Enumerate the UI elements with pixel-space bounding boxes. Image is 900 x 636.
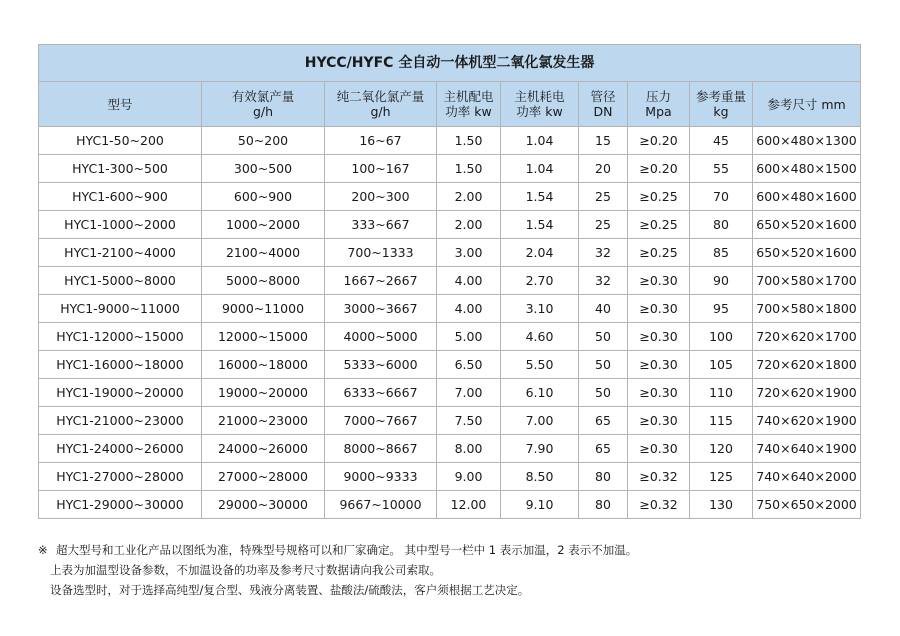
table-cell: HYC1-12000~15000: [39, 323, 202, 351]
table-cell: 7.00: [501, 407, 579, 435]
table-cell: 5333~6000: [325, 351, 437, 379]
table-cell: ≥0.30: [628, 351, 690, 379]
table-cell: 600×480×1500: [753, 155, 861, 183]
notes: [38, 540, 637, 600]
table-cell: HYC1-2100~4000: [39, 239, 202, 267]
table-cell: 50: [579, 379, 628, 407]
spec-table: [38, 44, 861, 519]
table-title: HYCC/HYFC 全自动一体机型二氧化氯发生器: [39, 45, 861, 82]
table-row: [39, 323, 861, 351]
table-cell: 7.90: [501, 435, 579, 463]
table-cell: 9667~10000: [325, 491, 437, 519]
table-cell: 2100~4000: [202, 239, 325, 267]
table-cell: 100~167: [325, 155, 437, 183]
table-cell: 32: [579, 267, 628, 295]
table-cell: ≥0.32: [628, 463, 690, 491]
table-cell: 105: [690, 351, 753, 379]
column-header: [325, 82, 437, 127]
column-header-line: g/h: [370, 104, 391, 119]
table-cell: 125: [690, 463, 753, 491]
table-cell: 5000~8000: [202, 267, 325, 295]
table-cell: 1.04: [501, 155, 579, 183]
table-cell: 1000~2000: [202, 211, 325, 239]
table-body: [39, 127, 861, 519]
table-cell: 740×640×1900: [753, 435, 861, 463]
table-cell: 6.10: [501, 379, 579, 407]
table-cell: 1.54: [501, 211, 579, 239]
table-cell: 750×650×2000: [753, 491, 861, 519]
column-header: [753, 82, 861, 127]
table-row: [39, 183, 861, 211]
table-cell: 740×620×1900: [753, 407, 861, 435]
column-header-line: 主机耗电: [514, 89, 565, 104]
table-cell: ≥0.25: [628, 183, 690, 211]
table-cell: HYC1-24000~26000: [39, 435, 202, 463]
note-marker: ※: [38, 543, 48, 557]
table-cell: 12.00: [437, 491, 501, 519]
table-row: [39, 155, 861, 183]
column-header-line: 纯二氧化氯产量: [336, 89, 425, 104]
table-cell: 600×480×1300: [753, 127, 861, 155]
table-cell: HYC1-27000~28000: [39, 463, 202, 491]
table-cell: 720×620×1900: [753, 379, 861, 407]
table-cell: 1.04: [501, 127, 579, 155]
table-row: [39, 463, 861, 491]
table-cell: HYC1-600~900: [39, 183, 202, 211]
table-cell: ≥0.25: [628, 211, 690, 239]
table-cell: ≥0.20: [628, 127, 690, 155]
table-cell: ≥0.30: [628, 379, 690, 407]
table-cell: 21000~23000: [202, 407, 325, 435]
table-cell: 6.50: [437, 351, 501, 379]
table-cell: 3000~3667: [325, 295, 437, 323]
column-header-line: 压力: [645, 89, 671, 104]
column-header: [579, 82, 628, 127]
table-cell: 50: [579, 323, 628, 351]
table-cell: 9000~11000: [202, 295, 325, 323]
table-cell: HYC1-50~200: [39, 127, 202, 155]
table-cell: 85: [690, 239, 753, 267]
table-cell: 2.00: [437, 211, 501, 239]
table-cell: 120: [690, 435, 753, 463]
table-cell: 24000~26000: [202, 435, 325, 463]
column-header-line: 功率 kw: [516, 104, 563, 119]
column-header-line: 参考重量: [695, 89, 746, 104]
table-cell: 8.50: [501, 463, 579, 491]
table-cell: ≥0.30: [628, 435, 690, 463]
table-cell: HYC1-29000~30000: [39, 491, 202, 519]
table-cell: 650×520×1600: [753, 239, 861, 267]
table-cell: 95: [690, 295, 753, 323]
table-cell: 4.60: [501, 323, 579, 351]
table-cell: HYC1-1000~2000: [39, 211, 202, 239]
column-header-line: 参考尺寸 mm: [767, 96, 846, 112]
table-cell: 65: [579, 435, 628, 463]
column-header-line: 功率 kw: [445, 104, 492, 119]
table-row: [39, 295, 861, 323]
column-header-line: DN: [593, 104, 613, 119]
table-row: [39, 435, 861, 463]
table-cell: 27000~28000: [202, 463, 325, 491]
note-line-3: [38, 580, 637, 600]
table-cell: HYC1-5000~8000: [39, 267, 202, 295]
note-text: 设备选型时，对于选择高纯型/复合型、残液分离装置、盐酸法/硫酸法，客户须根据工艺决定。: [50, 583, 530, 597]
column-header: [690, 82, 753, 127]
table-cell: 90: [690, 267, 753, 295]
column-header: [202, 82, 325, 127]
table-cell: 15: [579, 127, 628, 155]
table-cell: 29000~30000: [202, 491, 325, 519]
table-cell: 720×620×1800: [753, 351, 861, 379]
table-cell: 7000~7667: [325, 407, 437, 435]
table-cell: 130: [690, 491, 753, 519]
table-cell: 7.00: [437, 379, 501, 407]
table-cell: ≥0.30: [628, 295, 690, 323]
table-cell: 65: [579, 407, 628, 435]
note-line-1: [38, 540, 637, 560]
table-cell: 700~1333: [325, 239, 437, 267]
table-cell: 1667~2667: [325, 267, 437, 295]
table-cell: 3.10: [501, 295, 579, 323]
column-header-line: 有效氯产量: [231, 89, 295, 104]
table-cell: 1.50: [437, 155, 501, 183]
table-cell: 50~200: [202, 127, 325, 155]
table-cell: 600×480×1600: [753, 183, 861, 211]
table-row: [39, 407, 861, 435]
table-row: [39, 379, 861, 407]
table-cell: 2.70: [501, 267, 579, 295]
column-header-line: 管径: [590, 89, 616, 104]
table-cell: 9000~9333: [325, 463, 437, 491]
table-cell: 4.00: [437, 295, 501, 323]
table-cell: 9.10: [501, 491, 579, 519]
table-cell: 720×620×1700: [753, 323, 861, 351]
table-row: [39, 211, 861, 239]
table-cell: 200~300: [325, 183, 437, 211]
table-cell: 40: [579, 295, 628, 323]
column-header-line: g/h: [252, 104, 274, 119]
table-cell: 6333~6667: [325, 379, 437, 407]
table-cell: HYC1-16000~18000: [39, 351, 202, 379]
table-cell: 650×520×1600: [753, 211, 861, 239]
table-cell: 5.00: [437, 323, 501, 351]
table-row: [39, 127, 861, 155]
table-cell: 4000~5000: [325, 323, 437, 351]
table-cell: 7.50: [437, 407, 501, 435]
column-header-line: kg: [713, 104, 729, 119]
table-row: [39, 267, 861, 295]
column-header-line: 主机配电: [443, 89, 494, 104]
table-row: [39, 491, 861, 519]
table-cell: 5.50: [501, 351, 579, 379]
table-cell: ≥0.30: [628, 323, 690, 351]
table-cell: ≥0.32: [628, 491, 690, 519]
table-cell: HYC1-19000~20000: [39, 379, 202, 407]
table-cell: 55: [690, 155, 753, 183]
table-row: [39, 351, 861, 379]
table-cell: 1.50: [437, 127, 501, 155]
note-text: 超大型号和工业化产品以图纸为准，特殊型号规格可以和厂家确定。 其中型号一栏中 1 表示加温，2 表示不加温。: [56, 543, 638, 557]
table-cell: 50: [579, 351, 628, 379]
table-cell: ≥0.30: [628, 407, 690, 435]
note-line-2: [38, 560, 637, 580]
table-cell: 80: [579, 463, 628, 491]
table-cell: 1.54: [501, 183, 579, 211]
table-cell: 700×580×1800: [753, 295, 861, 323]
table-cell: 45: [690, 127, 753, 155]
table-cell: 20: [579, 155, 628, 183]
column-header-line: Mpa: [645, 104, 672, 119]
column-header-line: 型号: [107, 96, 133, 112]
table-row: [39, 239, 861, 267]
table-cell: 25: [579, 211, 628, 239]
table-cell: HYC1-21000~23000: [39, 407, 202, 435]
table-cell: 3.00: [437, 239, 501, 267]
table-cell: 25: [579, 183, 628, 211]
table-cell: 2.00: [437, 183, 501, 211]
table-cell: 100: [690, 323, 753, 351]
table-cell: 2.04: [501, 239, 579, 267]
table-cell: 333~667: [325, 211, 437, 239]
table-cell: 700×580×1700: [753, 267, 861, 295]
table-cell: 70: [690, 183, 753, 211]
table-cell: ≥0.30: [628, 267, 690, 295]
table-cell: 80: [690, 211, 753, 239]
table-cell: HYC1-300~500: [39, 155, 202, 183]
column-header: [437, 82, 501, 127]
table-cell: 600~900: [202, 183, 325, 211]
table-cell: 8000~8667: [325, 435, 437, 463]
table-cell: 4.00: [437, 267, 501, 295]
table-cell: ≥0.25: [628, 239, 690, 267]
table-cell: 110: [690, 379, 753, 407]
note-text: 上表为加温型设备参数，不加温设备的功率及参考尺寸数据请向我公司索取。: [50, 563, 441, 577]
table-cell: 115: [690, 407, 753, 435]
table-cell: 16000~18000: [202, 351, 325, 379]
table-cell: ≥0.20: [628, 155, 690, 183]
column-header: [39, 82, 202, 127]
table-cell: 80: [579, 491, 628, 519]
table-header-row: [39, 82, 861, 127]
table-cell: 32: [579, 239, 628, 267]
column-header: [628, 82, 690, 127]
table-cell: 16~67: [325, 127, 437, 155]
table-cell: HYC1-9000~11000: [39, 295, 202, 323]
table-cell: 9.00: [437, 463, 501, 491]
table-cell: 740×640×2000: [753, 463, 861, 491]
column-header: [501, 82, 579, 127]
table-cell: 12000~15000: [202, 323, 325, 351]
table-cell: 8.00: [437, 435, 501, 463]
table-cell: 19000~20000: [202, 379, 325, 407]
table-cell: 300~500: [202, 155, 325, 183]
